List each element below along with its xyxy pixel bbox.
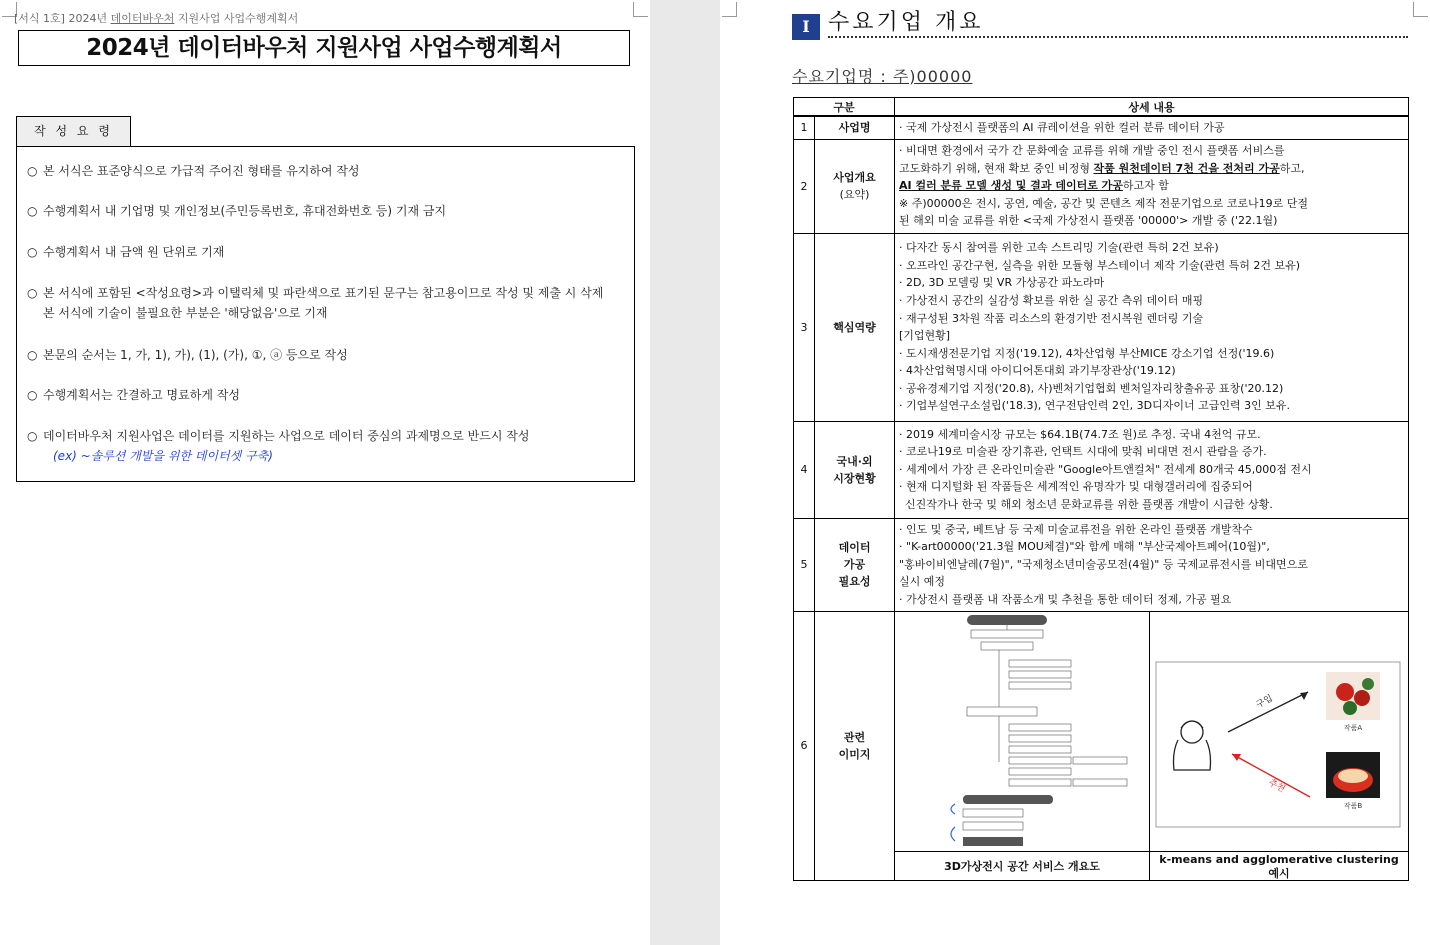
detail-line (899, 160, 1404, 178)
category-label: 필요성 (838, 575, 871, 589)
guide-text: 본 서식은 표준양식으로 가급적 주어진 형태를 유지하여 작성 (43, 164, 360, 178)
right-page (720, 0, 1430, 945)
detail-emphasis: 작품 원천데이터 7천 건을 전처리 가공 (1093, 161, 1280, 175)
row-number: 2 (794, 139, 815, 233)
table-row (794, 139, 1409, 233)
bullet-mark: ○ (27, 204, 38, 218)
category-label: 사업개요 (833, 171, 876, 185)
detail-text: 하고, (1279, 161, 1305, 175)
detail-line: · 가상전시 공간의 실감성 확보를 위한 실 공간 측위 데이터 매핑 (899, 293, 1204, 307)
detail-line: · 2D, 3D 모델링 및 VR 가상공간 파노라마 (899, 276, 1105, 290)
category-label: 관련 (843, 730, 866, 744)
row-category (815, 421, 895, 518)
detail-line: · 국제 가상전시 플랫폼의 AI 큐레이션을 위한 컬러 분류 데이터 가공 (899, 121, 1225, 134)
category-label: 시장현황 (833, 471, 876, 485)
bullet-mark: ○ (27, 388, 38, 402)
table-row (794, 611, 1409, 880)
bullet-mark: ○ (27, 429, 38, 443)
detail-line: 된 해외 미술 교류를 위한 <국제 가상전시 플랫폼 '00000'> 개발 중 ('22.1월) (899, 214, 1278, 228)
category-sub-label: (요약) (839, 188, 870, 202)
clustering-caption-line2: 예시 (1268, 866, 1290, 880)
table-header-row (794, 98, 1409, 117)
detail-line: · 현재 디지털화 된 작품들은 세계적인 유명작가 및 대형갤러리에 집중되어 (899, 480, 1253, 494)
loop-arrow (951, 827, 955, 841)
artwork-caption-1: 작품A (1343, 723, 1363, 732)
detail-text: 하고자 함 (1122, 179, 1169, 193)
detail-line: · 재구성된 3차원 작품 리소스의 환경기반 전시복원 렌더링 기술 (899, 311, 1204, 325)
flow-node (1009, 671, 1071, 678)
row-number: 1 (794, 116, 815, 139)
bullet-mark: ○ (27, 286, 38, 300)
guide-item (27, 385, 627, 405)
left-page (0, 0, 650, 945)
header-note-underlined: 데이터바우처 (110, 12, 175, 25)
guide-item (27, 161, 627, 181)
section-number: I (792, 14, 820, 40)
service-flow-diagram (895, 612, 1149, 848)
crop-mark (633, 2, 648, 17)
detail-line: · 기업부설연구소설립('18.3), 연구전담인력 2인, 3D디자이너 고급인력 3인 보유. (899, 399, 1290, 413)
table-row (794, 518, 1409, 611)
row-number: 6 (794, 611, 815, 880)
detail-text: 고도화하기 위해, 현재 확보 중인 비정형 (899, 161, 1094, 175)
clustering-example-image (1150, 612, 1408, 848)
detail-line: 신진작가나 한국 및 해외 청소년 문화교류를 위한 플랫폼 개발이 시급한 상황. (905, 497, 1273, 511)
flow-node (1009, 735, 1071, 742)
guide-text: 수행계획서 내 금액 원 단위로 기재 (43, 245, 225, 259)
section-title: 수요기업 개요 (828, 8, 1408, 38)
table-row (794, 421, 1409, 518)
flow-node (1009, 768, 1071, 775)
flow-node (971, 630, 1043, 638)
header-note-prefix: [서식 1호] 2024년 (14, 12, 108, 25)
flow-node-dark (963, 837, 1023, 846)
document-title: 2024년 데이터바우처 지원사업 사업수행계획서 (18, 30, 630, 66)
detail-line: · 세계에서 가장 큰 온라인미술관 "Google아트앤컬처" 전세계 80개국 45,000점 전시 (899, 462, 1312, 476)
category-label: 가공 (843, 558, 866, 572)
clustering-caption (1150, 851, 1408, 881)
guide-tab: 작 성 요 령 (16, 116, 131, 146)
row-category: 사업명 (815, 116, 895, 139)
table-row (794, 116, 1409, 139)
flow-node (1009, 779, 1071, 786)
company-name: 수요기업명 : 주)00000 (792, 67, 973, 86)
guide-text: 본 서식에 포함된 <작성요령>과 이탤릭체 및 파란색으로 표기된 문구는 참고용이므로 작성 및 제출 시 삭제 (43, 286, 604, 300)
bullet-mark: ○ (27, 348, 38, 362)
category-label: 이미지 (838, 747, 871, 761)
row-category (815, 139, 895, 233)
flow-node (1009, 757, 1071, 764)
guide-text: 수행계획서는 간결하고 명료하게 작성 (43, 388, 240, 402)
guide-item (27, 283, 627, 323)
guide-text: 데이터바우처 지원사업은 데이터를 지원하는 사업으로 데이터 중심의 과제명으로 반드시 작성 (43, 429, 530, 443)
row-detail (895, 233, 1409, 421)
flow-node (981, 642, 1033, 650)
table-row (794, 233, 1409, 421)
artwork-thumbnail-2 (1326, 752, 1380, 798)
flow-start-node (967, 615, 1047, 625)
flow-node (1073, 757, 1127, 764)
guide-item (27, 201, 627, 221)
header-detail: 상세 내용 (895, 98, 1409, 117)
row-category (815, 518, 895, 611)
detail-line: 실시 예정 (899, 575, 946, 589)
flow-node (1009, 746, 1071, 753)
detail-line: · 비대면 환경에서 국가 간 문화예술 교류를 위해 개발 중인 전시 플랫폼 서비스를 (899, 144, 1285, 158)
row-detail (895, 139, 1409, 233)
row-detail (895, 116, 1409, 139)
form-header-note (14, 10, 298, 26)
bullet-mark: ○ (27, 164, 38, 178)
detail-line: · 2019 세계미술시장 규모는 $64.1B(74.7조 원)로 추정. 국내 4천억 규모. (899, 427, 1261, 441)
detail-line: [기업현황] (899, 329, 951, 343)
flow-node (967, 707, 1037, 716)
crop-mark (722, 2, 737, 17)
loop-arrow (951, 804, 955, 814)
detail-line: · 공유경제기업 지정('20.8), 사)벤처기업협회 벤처일자리창출유공 표창('20.12) (899, 381, 1284, 395)
guide-example: (ex) ~솔루션 개발을 위한 데이터셋 구축) (53, 449, 273, 463)
detail-line: · 오프라인 공간구현, 실측을 위한 모듈형 부스테이너 제작 기술(관련 특허 2건 보유) (899, 258, 1301, 272)
row-number: 5 (794, 518, 815, 611)
row-detail (895, 421, 1409, 518)
detail-line: · 도시재생전문기업 지정('19.12), 4차산업형 부산MICE 강소기업 선정('19.6) (899, 346, 1275, 360)
detail-line: · 4차산업혁명시대 아이디어톤대회 과기부장관상('19.12) (899, 364, 1176, 378)
flow-node (963, 822, 1023, 830)
crop-mark (1413, 2, 1428, 17)
flow-node (1009, 682, 1071, 689)
artwork-caption-2: 작품B (1343, 801, 1363, 810)
flow-node (1009, 660, 1071, 667)
arrow-down-label: 추천 (1266, 777, 1287, 795)
clustering-example-cell (1150, 611, 1409, 880)
guide-box (16, 146, 635, 482)
detail-line: · 다자간 동시 참여를 위한 고속 스트리밍 기술(관련 특허 2건 보유) (899, 241, 1219, 255)
detail-line: "홍바이비엔날레(7월)", "국제청소년미술공모전(4월)" 등 국제교류전시를 비대면으로 (899, 557, 1308, 571)
guide-item (27, 242, 627, 262)
arrow-up-label: 구입 (1254, 693, 1275, 711)
guide-text: 수행계획서 내 기업명 및 개인정보(주민등록번호, 휴대전화번호 등) 기재 금지 (43, 204, 447, 218)
flow-node (1009, 724, 1071, 731)
header-category: 구분 (794, 98, 895, 117)
service-diagram-cell (895, 611, 1150, 880)
guide-text-continued: 본 서식에 기술이 불필요한 부분은 '해당없음'으로 기재 (43, 306, 328, 320)
guide-item (27, 426, 627, 466)
detail-line: ※ 주)00000은 전시, 공연, 예술, 공간 및 콘텐츠 제작 전문기업으로 코로나19로 단절 (899, 196, 1308, 210)
category-label: 국내·외 (836, 454, 873, 468)
header-note-suffix: 지원사업 사업수행계획서 (177, 12, 299, 25)
detail-line: · 가상전시 플랫폼 내 작품소개 및 추천을 통한 데이터 정제, 가공 필요 (899, 592, 1232, 606)
clustering-caption-line1: k-means and agglomerative clustering (1159, 852, 1399, 866)
bullet-mark: ○ (27, 245, 38, 259)
detail-line: · "K-art00000('21.3월 MOU체결)"와 함께 매해 "부산국제아트페어(10월)", (899, 540, 1270, 554)
flow-node (1073, 779, 1127, 786)
row-category (815, 611, 895, 880)
detail-line (899, 177, 1404, 195)
row-detail (895, 518, 1409, 611)
detail-emphasis: AI 컬러 분류 모델 생성 및 결과 데이터로 가공 (899, 179, 1123, 193)
artwork-thumbnail-1 (1326, 672, 1380, 720)
flow-node (963, 809, 1023, 817)
row-number: 4 (794, 421, 815, 518)
category-label: 데이터 (838, 541, 871, 555)
flow-node-dark (963, 795, 1053, 804)
row-number: 3 (794, 233, 815, 421)
overview-table (793, 97, 1409, 881)
row-category: 핵심역량 (815, 233, 895, 421)
diagram-caption: 3D가상전시 공간 서비스 개요도 (895, 851, 1149, 882)
guide-item (27, 345, 627, 365)
guide-text: 본문의 순서는 1, 가, 1), 가), (1), (가), ①, ⓐ 등으로 작성 (43, 348, 348, 362)
detail-line: · 코로나19로 미술관 장기휴관, 언택트 시대에 맞춰 비대면 전시 관람을 증가. (899, 445, 1267, 459)
detail-line: · 인도 및 중국, 베트남 등 국제 미술교류전을 위한 온라인 플랫폼 개발착수 (899, 522, 1253, 536)
